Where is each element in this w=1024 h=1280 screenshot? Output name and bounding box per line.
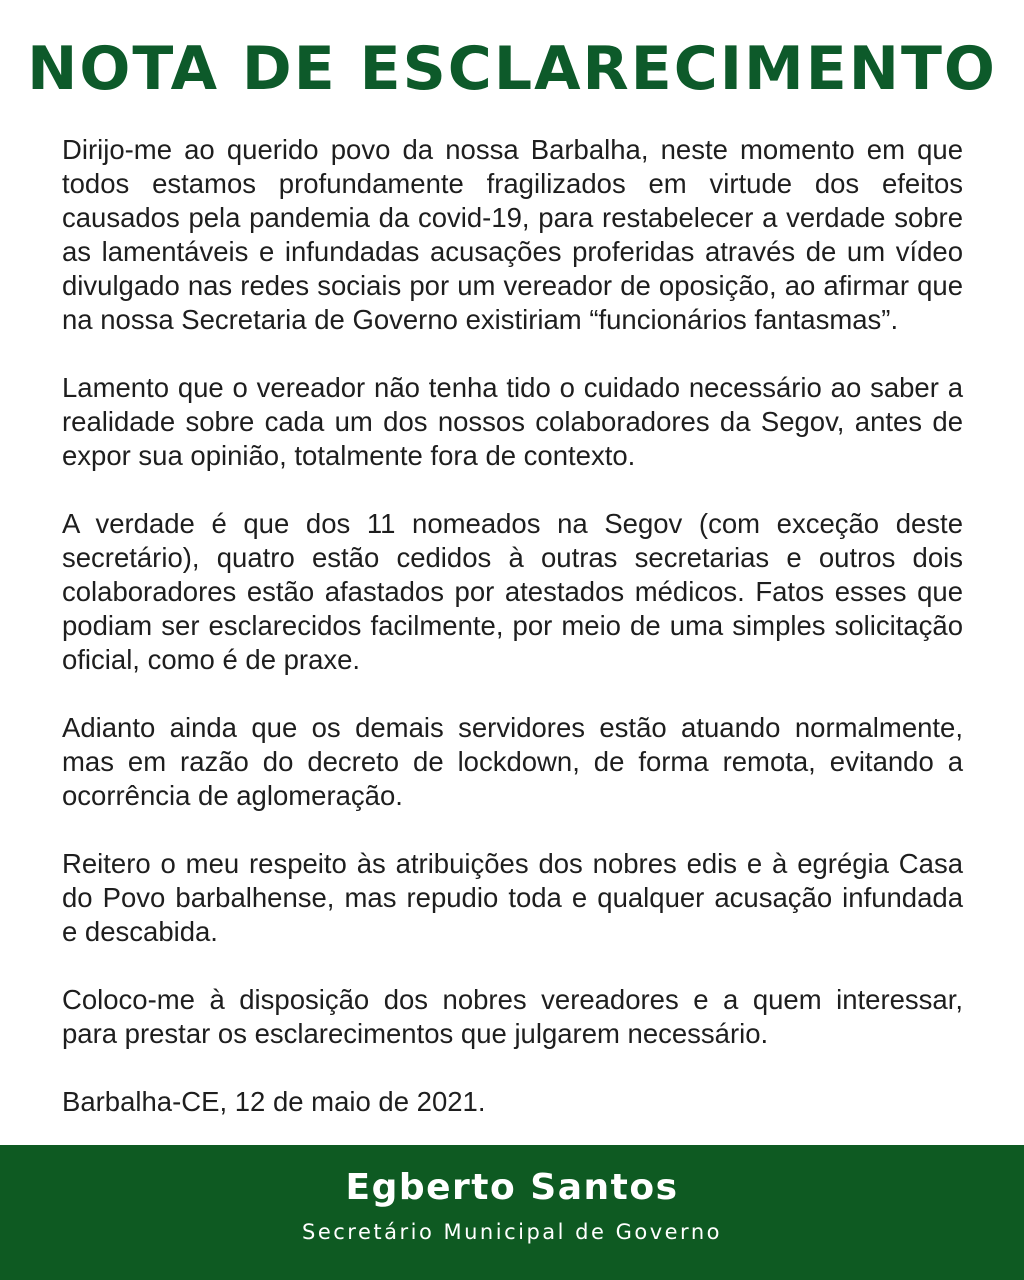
statement-body [62,133,963,1119]
signer-role: Secretário Municipal de Governo [302,1220,722,1244]
document-title: NOTA DE ESCLARECIMENTO [27,34,997,104]
paragraph-servers: Adianto ainda que os demais servidores estão atuando normalmente, mas em razão do decreto de lockdown, de forma remota, evitando a ocorrência de aglomeração. [62,712,963,811]
paragraph-intro: Dirijo-me ao querido povo da nossa Barbalha, neste momento em que todos estamos profundamente fragilizados em virtude dos efeitos causados pela pandemia da covid-19, para restabelecer a verdade sobre as lamentáveis e infundadas acusações proferidas através de um vídeo divulgado nas redes sociais por um vereador de oposição, ao afirmar que na nossa Secretaria de Governo existiriam “funcionários fantasmas”. [62,134,963,335]
date-line: Barbalha-CE, 12 de maio de 2021. [62,1086,486,1117]
signer-name: Egberto Santos [345,1167,679,1208]
paragraph-facts: A verdade é que dos 11 nomeados na Segov (com exceção deste secretário), quatro estão cedidos à outras secretarias e outros dois colaboradores estão afastados por atestados médicos. Fatos esses que podiam ser esclarecidos facilmente, por meio de uma simples solicitação oficial, como é de praxe. [62,508,963,675]
paragraph-respect: Reitero o meu respeito às atribuições dos nobres edis e à egrégia Casa do Povo barbalhense, mas repudio toda e qualquer acusação infundada e descabida. [62,848,963,947]
signature-footer [0,1145,1024,1280]
paragraph-availability: Coloco-me à disposição dos nobres vereadores e a quem interessar, para prestar os esclarecimentos que julgarem necessário. [62,984,963,1049]
paragraph-lament: Lamento que o vereador não tenha tido o cuidado necessário ao saber a realidade sobre cada um dos nossos colaboradores da Segov, antes de expor sua opinião, totalmente fora de contexto. [62,372,963,471]
